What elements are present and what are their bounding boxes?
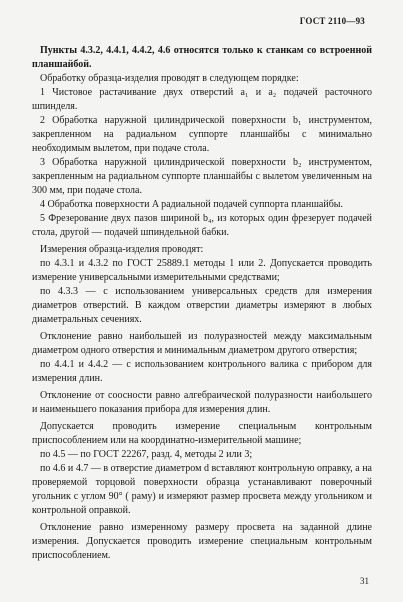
paragraph-p12: по 4.4.1 и 4.4.2 — с использованием контрольного валика с прибором для измерения длин. — [32, 359, 372, 384]
document-body — [32, 44, 372, 563]
page-number: 31 — [360, 576, 369, 586]
paragraph-p13: Отклонение от соосности равно алгебраической полуразности наибольшего и наименьшего показания прибора для измерения длин. — [32, 390, 372, 415]
paragraph-p9: по 4.3.1 и 4.3.2 по ГОСТ 25889.1 методы 1 или 2. Допускается проводить измерение универсальными измерительными средствами; — [32, 258, 372, 283]
paragraph-p16: по 4.6 и 4.7 — в отверстие диаметром d вставляют контрольную оправку, а на проверяемой торцовой поверхности образца устанавливают поверочный угольник с углом 90° ( раму) и измеряют размер просвета между угольником и контрольной оправкой. — [32, 463, 372, 516]
paragraph-p15: по 4.5 — по ГОСТ 22267, разд. 4, методы 2 или 3; — [40, 449, 253, 460]
paragraph-p4: 2 Обработка наружной цилиндрической поверхности b₁ инструментом, закрепленном на радиальном суппорте планшайбы с минимально необходимым вылетом, при подаче стола. — [32, 115, 372, 154]
paragraph-p3: 1 Чистовое растачивание двух отверстий a₁ и a₂ подачей расточного шпинделя. — [32, 87, 372, 112]
paragraph-p2: Обработку образца-изделия проводят в следующем порядке: — [40, 73, 299, 84]
paragraph-p7: 5 Фрезерование двух пазов шириной b₄, из которых один фрезерует подачей стола, другой — подачей шпиндельной бабки. — [32, 213, 372, 238]
paragraph-p6: 4 Обработка поверхности A радиальной подачей суппорта планшайбы. — [40, 199, 344, 210]
paragraph-p1: Пункты 4.3.2, 4.4.1, 4.4.2, 4.6 относятся только к станкам со встроенной планшайбой. — [32, 45, 372, 70]
paragraph-p17: Отклонение равно измеренному размеру просвета на заданной длине измерения. Допускается проводить измерение специальным контрольным приспособлением. — [32, 522, 372, 561]
paragraph-p11: Отклонение равно наибольшей из полуразностей между максимальным диаметром одного отверстия и минимальным диаметром другого отверстия; — [32, 331, 372, 356]
paragraph-p5: 3 Обработка наружной цилиндрической поверхности b₂ инструментом, закрепленным на радиальном суппорте планшайбы с вылетом увеличенным на 300 мм, при подаче стола. — [32, 157, 372, 196]
paragraph-p14: Допускается проводить измерение специальным контрольным приспособлением или на координатно-измерительной машине; — [32, 421, 372, 446]
paragraph-p10: по 4.3.3 — с использованием универсальных средств для измерения диаметров отверстий. В каждом отверстии диаметры измеряют в любых диаметральных сечениях. — [32, 286, 372, 325]
standard-header: ГОСТ 2110—93 — [299, 16, 365, 26]
paragraph-p8: Измерения образца-изделия проводят: — [40, 244, 204, 255]
